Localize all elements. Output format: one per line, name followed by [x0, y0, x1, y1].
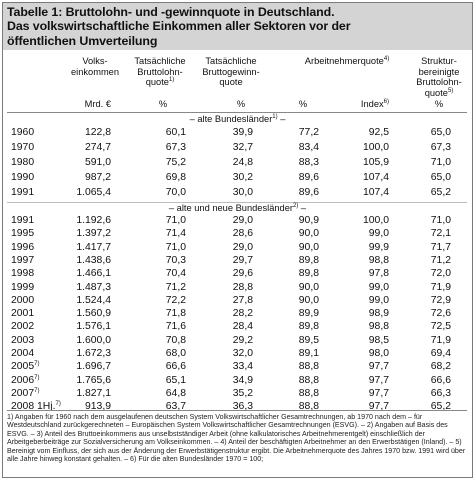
- cell-bruttogewinnquote: 28,8: [232, 281, 253, 293]
- cell-index: 107,4: [362, 187, 389, 198]
- cell-arbeitnehmerquote: 88,8: [298, 374, 319, 386]
- cell-strukturbereinigt: 69,4: [430, 348, 451, 359]
- cell-bruttogewinnquote: 30,2: [232, 172, 253, 183]
- cell-arbeitnehmerquote: 89,8: [298, 321, 319, 333]
- cell-bruttogewinnquote: 29,6: [232, 268, 253, 280]
- cell-strukturbereinigt: 65,2: [430, 187, 451, 198]
- cell-volkseinkommen: 1.765,6: [76, 374, 111, 386]
- cell-bruttogewinnquote: 33,4: [232, 361, 253, 373]
- cell-strukturbereinigt: 71,0: [430, 215, 451, 226]
- cell-bruttolohnquote: 71,4: [165, 228, 186, 240]
- cell-strukturbereinigt: 72,0: [430, 268, 451, 280]
- cell-strukturbereinigt: 72,5: [430, 321, 451, 333]
- cell-arbeitnehmerquote: 90,0: [298, 294, 319, 306]
- cell-bruttolohnquote: 68,0: [165, 348, 186, 359]
- cell-volkseinkommen: 987,2: [84, 172, 111, 183]
- cell-index: 98,5: [368, 334, 389, 346]
- cell-volkseinkommen: 1.397,2: [76, 228, 111, 240]
- cell-strukturbereinigt: 72,9: [430, 294, 451, 306]
- cell-volkseinkommen: 274,7: [84, 142, 111, 153]
- cell-strukturbereinigt: 71,9: [430, 334, 451, 346]
- cell-bruttolohnquote: 71,0: [165, 241, 186, 253]
- cell-bruttolohnquote: 70,0: [165, 187, 186, 198]
- cell-arbeitnehmerquote: 89,8: [298, 268, 319, 280]
- cell-volkseinkommen: 913,9: [84, 401, 111, 413]
- header-arbeitnehmerquote: Arbeitnehmerquote$^{4)}$: [304, 56, 390, 66]
- cell-arbeitnehmerquote: 90,0: [298, 281, 319, 293]
- cell-bruttogewinnquote: 35,2: [232, 387, 253, 399]
- cell-index: 107,4: [362, 172, 389, 183]
- cell-year: 2004: [11, 348, 35, 359]
- cell-year: 1999: [11, 281, 35, 293]
- cell-index: 100,0: [362, 215, 389, 226]
- cell-bruttolohnquote: 71,0: [165, 215, 186, 226]
- cell-volkseinkommen: 1.524,4: [76, 294, 111, 306]
- cell-year: 2007$^{7)}$: [11, 387, 40, 399]
- cell-bruttolohnquote: 70,3: [165, 254, 186, 266]
- cell-year: 1997: [11, 254, 35, 266]
- unit-pct-blq: %: [158, 99, 168, 109]
- cell-bruttolohnquote: 67,3: [165, 142, 186, 153]
- table-frame: [2, 2, 473, 478]
- cell-bruttolohnquote: 64,8: [165, 387, 186, 399]
- cell-bruttogewinnquote: 28,2: [232, 308, 253, 320]
- cell-strukturbereinigt: 71,0: [430, 157, 451, 168]
- table-row: [3, 399, 472, 414]
- cell-arbeitnehmerquote: 89,6: [298, 172, 319, 183]
- unit-pct-bgq: %: [236, 99, 246, 109]
- cell-bruttolohnquote: 69,8: [165, 172, 186, 183]
- cell-arbeitnehmerquote: 88,8: [298, 387, 319, 399]
- unit-index: Index$^{6)}$: [360, 99, 389, 109]
- cell-year: 2005$^{7)}$: [11, 361, 40, 373]
- section-alte-bundeslaender: – alte Bundesländer$^{1)}$ –: [189, 114, 286, 124]
- cell-bruttolohnquote: 71,8: [165, 308, 186, 320]
- unit-pct-anq: %: [298, 99, 308, 109]
- cell-bruttogewinnquote: 32,7: [232, 142, 253, 153]
- cell-volkseinkommen: 1.600,0: [76, 334, 111, 346]
- cell-strukturbereinigt: 66,3: [430, 387, 451, 399]
- cell-year: 2002: [11, 321, 35, 333]
- cell-arbeitnehmerquote: 90,9: [298, 215, 319, 226]
- cell-volkseinkommen: 1.576,1: [76, 321, 111, 333]
- cell-bruttolohnquote: 65,1: [165, 374, 186, 386]
- header-bruttogewinnquote: Tatsächliche Bruttogewinn- quote: [202, 56, 260, 87]
- cell-bruttogewinnquote: 36,3: [232, 401, 253, 413]
- cell-year: 2000: [11, 294, 35, 306]
- cell-bruttolohnquote: 70,4: [165, 268, 186, 280]
- cell-arbeitnehmerquote: 89,5: [298, 334, 319, 346]
- cell-bruttolohnquote: 70,8: [165, 334, 186, 346]
- cell-bruttogewinnquote: 29,7: [232, 254, 253, 266]
- cell-year: 2003: [11, 334, 35, 346]
- cell-bruttogewinnquote: 30,0: [232, 187, 253, 198]
- cell-volkseinkommen: 122,8: [84, 127, 111, 138]
- cell-index: 99,9: [368, 241, 389, 253]
- cell-strukturbereinigt: 67,3: [430, 142, 451, 153]
- cell-index: 99,0: [368, 281, 389, 293]
- cell-volkseinkommen: 1.438,6: [76, 254, 111, 266]
- cell-arbeitnehmerquote: 88,3: [298, 157, 319, 168]
- cell-year: 1980: [11, 157, 35, 168]
- cell-bruttogewinnquote: 29,0: [232, 241, 253, 253]
- cell-volkseinkommen: 1.560,9: [76, 308, 111, 320]
- cell-bruttolohnquote: 75,2: [165, 157, 186, 168]
- cell-index: 99,0: [368, 228, 389, 240]
- footnote-divider: [7, 410, 467, 411]
- section-alte-und-neue-bundeslaender: – alte und neue Bundesländer$^{2)}$ –: [168, 203, 307, 213]
- cell-arbeitnehmerquote: 88,8: [298, 361, 319, 373]
- cell-volkseinkommen: 1.065,4: [76, 187, 111, 198]
- cell-arbeitnehmerquote: 89,8: [298, 254, 319, 266]
- cell-index: 98,8: [368, 321, 389, 333]
- cell-arbeitnehmerquote: 88,8: [298, 401, 319, 413]
- cell-volkseinkommen: 1.466,1: [76, 268, 111, 280]
- unit-mrd-eur: Mrd. €: [84, 99, 111, 109]
- cell-bruttogewinnquote: 39,9: [232, 127, 253, 138]
- table-row: [3, 140, 472, 155]
- cell-volkseinkommen: 1.417,7: [76, 241, 111, 253]
- cell-volkseinkommen: 591,0: [84, 157, 111, 168]
- cell-index: 98,8: [368, 254, 389, 266]
- cell-index: 99,0: [368, 294, 389, 306]
- table-row: [3, 125, 472, 140]
- cell-arbeitnehmerquote: 90,0: [298, 241, 319, 253]
- cell-index: 100,0: [362, 142, 389, 153]
- cell-strukturbereinigt: 71,9: [430, 281, 451, 293]
- cell-year: 1960: [11, 127, 35, 138]
- cell-bruttolohnquote: 72,2: [165, 294, 186, 306]
- cell-strukturbereinigt: 72,6: [430, 308, 451, 320]
- cell-year: 2001: [11, 308, 35, 320]
- cell-bruttogewinnquote: 32,0: [232, 348, 253, 359]
- cell-volkseinkommen: 1.487,3: [76, 281, 111, 293]
- cell-year: 1991: [11, 187, 35, 198]
- cell-volkseinkommen: 1.192,6: [76, 215, 111, 226]
- header-bruttolohnquote: Tatsächliche Bruttolohn- quote$^{1)}$: [134, 56, 186, 87]
- cell-strukturbereinigt: 65,2: [430, 401, 451, 413]
- cell-bruttogewinnquote: 28,4: [232, 321, 253, 333]
- cell-strukturbereinigt: 68,2: [430, 361, 451, 373]
- cell-year: 1995: [11, 228, 35, 240]
- cell-bruttolohnquote: 66,6: [165, 361, 186, 373]
- unit-pct-sbq: %: [434, 99, 444, 109]
- footnotes: 1) Angaben für 1960 nach dem ausgelaufenen deutschen System Volkswirtschaftlicher Gesamtrechnungen, ab 1970 nach dem – für Westdeutschland zurückgerechneten – Europäischen System Volkswirtschaftlicher Gesamtrechnungen (ESVG). – 2) Angaben auf Basis des ESVG. – 3) Anteil des Bruttoeinkommens aus unselbstständiger Arbeit (ohne kalkulatorisches Arbeitnehmerentgelt) einschließlich der Arbeitgeberbeiträge zur Sozialversicherung am Volkseinkommen. – 4) Anteil der beschäftigten Arbeitnehmer an den Erwerbstätigen (Inland). – 5) Bereinigt vom Einfluss, der sich aus der Änderung der Erwerbstätigenstruktur ergibt. Die Arbeitnehmerquote des Jahres 1970 bzw. 1991 wird über alle Jahre hinweg konstant gehalten. – 6) Für die alten Bundesländer 1970 = 100;: [7, 413, 466, 464]
- header-strukturbereinigt: Struktur- bereinigte Bruttolohn- quote$^{5)}$: [416, 56, 462, 98]
- cell-strukturbereinigt: 65,0: [430, 172, 451, 183]
- cell-strukturbereinigt: 66,6: [430, 374, 451, 386]
- cell-arbeitnehmerquote: 77,2: [298, 127, 319, 138]
- cell-bruttolohnquote: 60,1: [165, 127, 186, 138]
- cell-bruttogewinnquote: 29,0: [232, 215, 253, 226]
- cell-index: 98,0: [368, 348, 389, 359]
- title-line-1: Tabelle 1: Bruttolohn- und -gewinnquote in Deutschland.: [7, 5, 335, 19]
- cell-volkseinkommen: 1.696,7: [76, 361, 111, 373]
- cell-strukturbereinigt: 65,0: [430, 127, 451, 138]
- cell-arbeitnehmerquote: 89,6: [298, 187, 319, 198]
- cell-strukturbereinigt: 72,1: [430, 228, 451, 240]
- table-row: [3, 155, 472, 170]
- cell-strukturbereinigt: 71,7: [430, 241, 451, 253]
- cell-arbeitnehmerquote: 83,4: [298, 142, 319, 153]
- cell-bruttogewinnquote: 27,8: [232, 294, 253, 306]
- cell-bruttogewinnquote: 34,9: [232, 374, 253, 386]
- title-line-3: öffentlichen Umverteilung: [7, 33, 158, 48]
- cell-index: 97,7: [368, 387, 389, 399]
- cell-bruttogewinnquote: 29,2: [232, 334, 253, 346]
- cell-bruttogewinnquote: 28,6: [232, 228, 253, 240]
- table-title: [3, 3, 472, 50]
- cell-index: 97,7: [368, 361, 389, 373]
- cell-arbeitnehmerquote: 89,9: [298, 308, 319, 320]
- cell-bruttolohnquote: 63,7: [165, 401, 186, 413]
- table-row: [3, 170, 472, 185]
- cell-arbeitnehmerquote: 90,0: [298, 228, 319, 240]
- cell-year: 1990: [11, 172, 35, 183]
- cell-strukturbereinigt: 71,2: [430, 254, 451, 266]
- header-divider: [7, 112, 467, 113]
- cell-volkseinkommen: 1.672,3: [76, 348, 111, 359]
- cell-arbeitnehmerquote: 89,1: [298, 348, 319, 359]
- cell-index: 92,5: [368, 127, 389, 138]
- title-line-2: Das volkswirtschaftliche Einkommen aller Sektoren vor der: [7, 19, 351, 34]
- cell-index: 97,7: [368, 401, 389, 413]
- cell-year: 1996: [11, 241, 35, 253]
- cell-year: 1970: [11, 142, 35, 153]
- cell-bruttogewinnquote: 24,8: [232, 157, 253, 168]
- table-row: [3, 185, 472, 200]
- cell-year: 1998: [11, 268, 35, 280]
- cell-bruttolohnquote: 71,6: [165, 321, 186, 333]
- cell-bruttolohnquote: 71,2: [165, 281, 186, 293]
- cell-index: 97,7: [368, 374, 389, 386]
- cell-year: 2008 1Hj.$^{7)}$: [11, 401, 61, 413]
- cell-index: 98,9: [368, 308, 389, 320]
- cell-index: 105,9: [362, 157, 389, 168]
- cell-volkseinkommen: 1.827,1: [76, 387, 111, 399]
- cell-index: 97,8: [368, 268, 389, 280]
- header-volkseinkommen: Volks- einkommen: [70, 56, 120, 77]
- cell-year: 1991: [11, 215, 35, 226]
- cell-year: 2006$^{7)}$: [11, 374, 40, 386]
